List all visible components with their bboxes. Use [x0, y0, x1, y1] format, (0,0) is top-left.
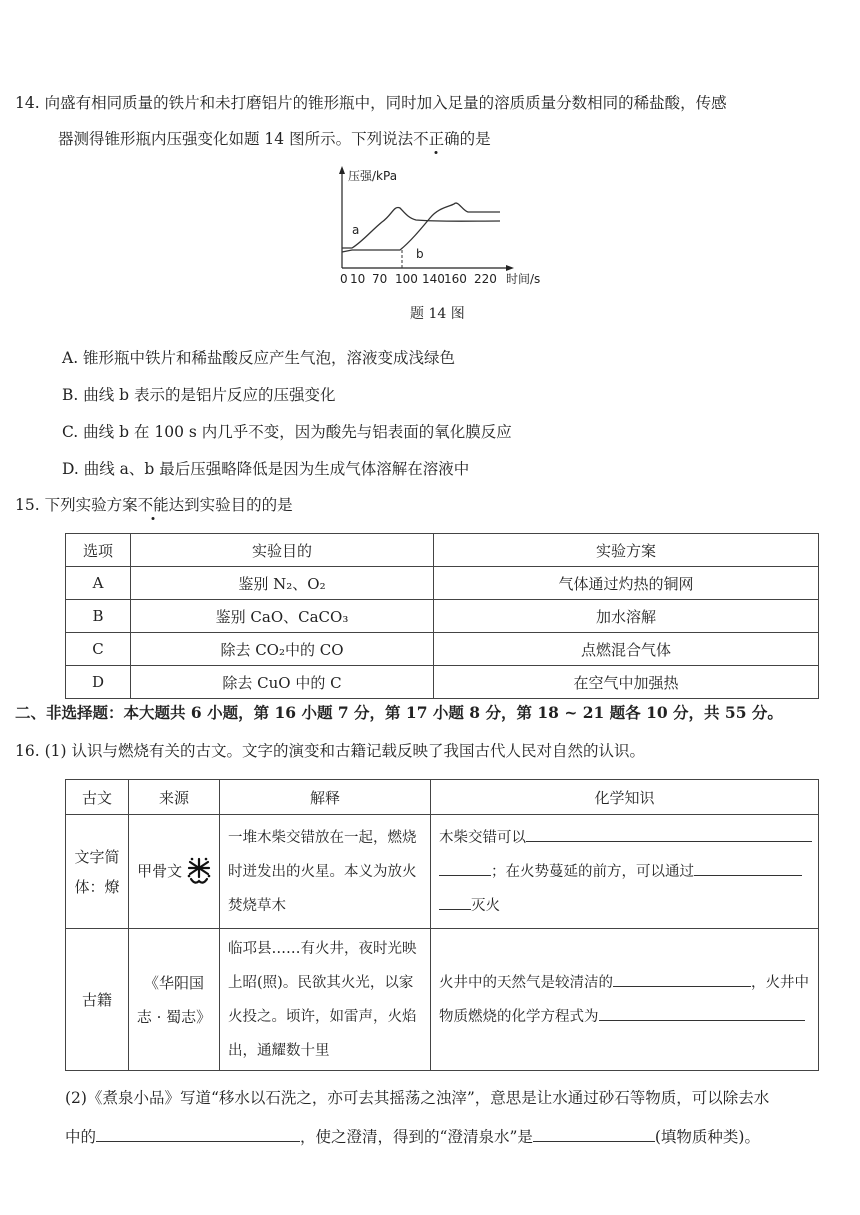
answer-blank[interactable]: [599, 1004, 805, 1021]
q16-r1-explain-2: 时迸发出的火星。本义为放火: [228, 863, 417, 880]
q14-option-d: D. 曲线 a、b 最后压强略降低是因为生成气体溶解在溶液中: [62, 460, 470, 478]
q15-cell: 除去 CuO 中的 C: [131, 666, 434, 699]
q16-r1-explain-3: 焚烧草木: [228, 897, 286, 914]
x-axis-arrow: [506, 265, 514, 271]
answer-blank[interactable]: [533, 1125, 655, 1142]
q15-cell: 气体通过灼热的铜网: [434, 567, 819, 600]
q14-option-c: C. 曲线 b 在 100 s 内几乎不变，因为酸先与铝表面的氧化膜反应: [62, 423, 512, 441]
section2-title: 二、非选择题：本大题共 6 小题，第 16 小题 7 分，第 17 小题 8 分，第 18 ~ 21 题各 10 分，共 55 分。: [15, 703, 783, 722]
q16-part2-text-c: (填物质种类)。: [654, 1128, 760, 1146]
q15-cell: B: [66, 600, 131, 633]
curve-a-label: a: [352, 223, 360, 237]
q16-cell-text-type: [66, 815, 129, 929]
q15-cell: 加水溶解: [434, 600, 819, 633]
q16-cell-explain: [220, 815, 431, 929]
q15-table-header: [66, 534, 819, 567]
answer-blank[interactable]: [96, 1125, 300, 1142]
q16-part2-text-a: 中的: [65, 1128, 97, 1146]
x-tick-220: 220: [474, 272, 497, 286]
q14-emphasis: 不正确: [413, 130, 460, 148]
x-axis-label: 时间/s: [506, 272, 541, 286]
curve-b-label: b: [416, 247, 424, 261]
q16-r1-knowledge-1: [439, 821, 817, 855]
table-row: [66, 929, 819, 1071]
q16-r1-knowledge-3: [439, 889, 817, 923]
q16-r1-knowledge-text-2: ；在火势蔓延的前方，可以通过: [491, 863, 694, 880]
q16-header-source: 来源: [129, 780, 220, 815]
q16-cell-knowledge: [431, 815, 819, 929]
table-row: [66, 600, 819, 633]
q16-table-header: [66, 780, 819, 815]
q15-stem-text: 15. 下列实验方案: [15, 496, 138, 514]
curve-b: [342, 203, 500, 252]
answer-blank[interactable]: [694, 859, 802, 876]
q15-header-option: 选项: [66, 534, 131, 567]
q15-cell: 鉴别 N₂、O₂: [131, 567, 434, 600]
q16-r2-explain-4: 出，通耀数十里: [228, 1042, 330, 1059]
table-row: [66, 815, 819, 929]
answer-blank[interactable]: [439, 859, 491, 876]
q16-r1-source: 甲骨文: [137, 861, 183, 880]
q14-pressure-graph: [320, 160, 560, 290]
q16-part2-line2: [65, 1125, 760, 1148]
x-tick-100: 100: [395, 272, 418, 286]
x-tick-70: 70: [372, 272, 388, 286]
q16-table: [65, 779, 819, 1071]
q15-cell: 鉴别 CaO、CaCO₃: [131, 600, 434, 633]
q16-r2-knowledge-text-1b: ，火井中: [751, 974, 809, 991]
q16-part2-text-b: ，使之澄清，得到的“澄清泉水”是: [300, 1128, 533, 1146]
q16-r1-type-line1: 文字简: [74, 847, 120, 866]
q16-r2-knowledge-text-1a: 火井中的天然气是较清洁的: [439, 974, 613, 991]
q16-r2-explain-1: 临邛县……有火井，夜时光映: [228, 940, 417, 957]
q14-stem-end: 的是: [459, 130, 491, 148]
q16-r2-knowledge-text-2: 物质燃烧的化学方程式为: [439, 1008, 599, 1025]
q16-r1-explain-1: 一堆木柴交错放在一起，燃烧: [228, 829, 417, 846]
q14-figure-caption: 题 14 图: [410, 306, 465, 322]
x-tick-0: 0: [340, 272, 348, 286]
x-tick-160: 160: [444, 272, 467, 286]
table-row: [66, 567, 819, 600]
q16-r1-knowledge-text-1: 木柴交错可以: [439, 829, 526, 846]
q16-cell-source: [129, 929, 220, 1071]
q16-r1-type-line2: 体：燎: [74, 877, 120, 896]
x-tick-140: 140: [422, 272, 445, 286]
q16-cell-text-type: 古籍: [66, 929, 129, 1071]
q16-r2-source-line2: 志 · 蜀志》: [136, 1007, 212, 1026]
table-row: [66, 666, 819, 699]
q15-header-purpose: 实验目的: [131, 534, 434, 567]
q16-part1-stem: 16. (1) 认识与燃烧有关的古文。文字的演变和古籍记载反映了我国古代人民对自然的认识。: [15, 742, 645, 760]
x-tick-10: 10: [350, 272, 366, 286]
q16-header-text: 古文: [66, 780, 129, 815]
table-row: [66, 633, 819, 666]
q15-cell: 除去 CO₂中的 CO: [131, 633, 434, 666]
q14-stem-line1: 14. 向盛有相同质量的铁片和未打磨铝片的锥形瓶中，同时加入足量的溶质质量分数相同的稀盐酸，传感: [15, 94, 727, 112]
q16-r2-explain-2: 上昭(照)。民欲其火光，以家: [228, 974, 414, 991]
q15-cell: A: [66, 567, 131, 600]
answer-blank[interactable]: [439, 893, 471, 910]
q16-r2-source-line1: 《华阳国: [143, 973, 204, 992]
q15-header-plan: 实验方案: [434, 534, 819, 567]
q16-part2-line1: (2)《煮泉小品》写道“移水以石洗之，亦可去其摇荡之浊滓”，意思是让水通过砂石等物质，可以除去水: [65, 1089, 770, 1107]
q15-stem: [15, 494, 293, 516]
q16-cell-source: [129, 815, 220, 929]
q16-header-knowledge: 化学知识: [431, 780, 819, 815]
q16-header-explain: 解释: [220, 780, 431, 815]
y-axis-arrow: [339, 166, 345, 174]
y-axis-label: 压强/kPa: [348, 169, 398, 183]
q15-cell: C: [66, 633, 131, 666]
q16-r1-knowledge-text-3: 灭火: [471, 897, 500, 914]
q15-table: [65, 533, 819, 699]
q14-stem-line2: [58, 128, 491, 150]
q14-option-a: A. 锥形瓶中铁片和稀盐酸反应产生气泡，溶液变成浅绿色: [62, 349, 456, 367]
q15-cell: 在空气中加强热: [434, 666, 819, 699]
q16-r2-knowledge-1: [439, 966, 817, 1000]
q15-cell: 点燃混合气体: [434, 633, 819, 666]
q15-stem-end: 达到实验目的的是: [168, 496, 293, 514]
q16-r1-knowledge-2: [439, 855, 817, 889]
q15-cell: D: [66, 666, 131, 699]
q16-r2-explain-3: 火投之。顷许，如雷声，火焰: [228, 1008, 417, 1025]
answer-blank[interactable]: [526, 825, 812, 842]
q14-stem-text: 器测得锥形瓶内压强变化如题 14 图所示。下列说法: [58, 130, 414, 148]
q15-emphasis: 不能: [137, 496, 169, 514]
q16-cell-explain: [220, 929, 431, 1071]
q16-r2-knowledge-2: [439, 1000, 817, 1034]
q14-option-b: B. 曲线 b 表示的是铝片反应的压强变化: [62, 386, 336, 404]
oracle-bone-glyph-icon: [187, 857, 211, 887]
answer-blank[interactable]: [613, 970, 751, 987]
q16-cell-knowledge: [431, 929, 819, 1071]
